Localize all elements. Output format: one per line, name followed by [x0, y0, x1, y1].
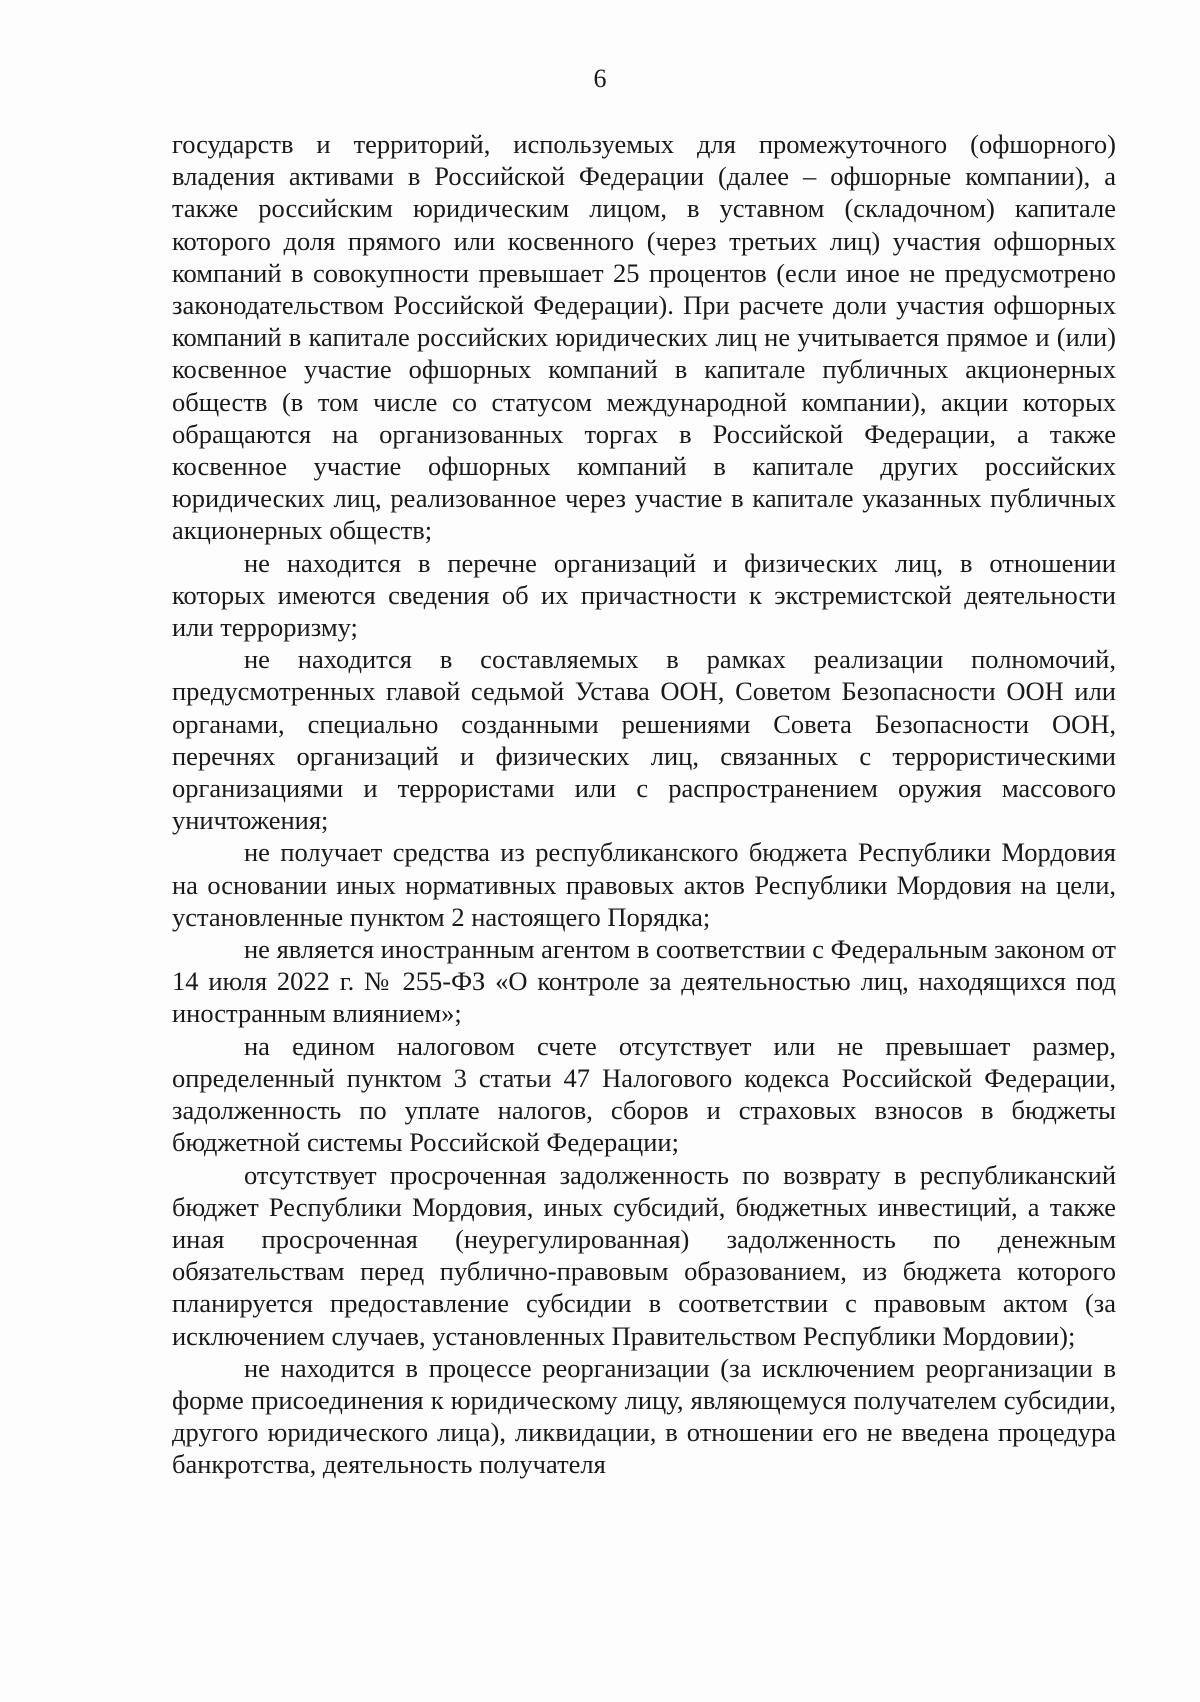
paragraph-reorganization: не находится в процессе реорганизации (за исключением реорганизации в форме присоединения к юридическому лицу, являющемуся получателем субсидии, другого юридического лица), ликвидации, в отношении его не введена процедура банкротства, деятельность получателя [172, 1352, 1116, 1480]
paragraph-un-sanctions-list: не находится в составляемых в рамках реализации полномочий, предусмотренных главой седьмой Устава ООН, Советом Безопасности ООН или органами, специально созданными решениями Совета Безопасности ООН, перечнях организаций и физических лиц, связанных с террористическими организациями и террористами или с распространением оружия массового уничтожения; [172, 644, 1116, 836]
paragraph-foreign-agent: не является иностранным агентом в соответствии с Федеральным законом от 14 июля 2022 г. № 255-ФЗ «О контроле за деятельностью лиц, находящихся под иностранным влиянием»; [172, 934, 1116, 1029]
document-body [172, 128, 1116, 1481]
page-number: 6 [593, 64, 607, 93]
paragraph-overdue-debt: отсутствует просроченная задолженность по возврату в республиканский бюджет Республики Мордовия, иных субсидий, бюджетных инвестиций, а также иная просроченная (неурегулированная) задолженность по денежным обязательствам перед публично-правовым образованием, из бюджета которого планируется предоставление субсидии в соответствии с правовым актом (за исключением случаев, установленных Правительством Республики Мордовии); [172, 1159, 1116, 1351]
paragraph-offshore-companies: государств и территорий, используемых для промежуточного (офшорного) владения активами в Российской Федерации (далее – офшорные компании), а также российским юридическим лицом, в уставном (складочном) капитале которого доля прямого или косвенного (через третьих лиц) участия офшорных компаний в совокупности превышает 25 процентов (если иное не предусмотрено законодательством Российской Федерации). При расчете доли участия офшорных компаний в капитале российских юридических лиц не учитывается прямое и (или) косвенное участие офшорных компаний в капитале публичных акционерных обществ (в том числе со статусом международной компании), акции которых обращаются на организованных торгах в Российской Федерации, а также косвенное участие офшорных компаний в капитале других российских юридических лиц, реализованное через участие в капитале указанных публичных акционерных обществ; [172, 129, 1116, 546]
paragraph-no-other-funding: не получает средства из республиканского бюджета Республики Мордовия на основании иных нормативных правовых актов Республики Мордовия на цели, установленные пунктом 2 настоящего Порядка; [172, 837, 1116, 932]
paragraph-tax-debt: на едином налоговом счете отсутствует или не превышает размер, определенный пунктом 3 статьи 47 Налогового кодекса Российской Федерации, задолженность по уплате налогов, сборов и страховых взносов в бюджеты бюджетной системы Российской Федерации; [172, 1030, 1116, 1158]
paragraph-extremism-list: не находится в перечне организаций и физических лиц, в отношении которых имеются сведения об их причастности к экстремистской деятельности или терроризму; [172, 547, 1116, 643]
